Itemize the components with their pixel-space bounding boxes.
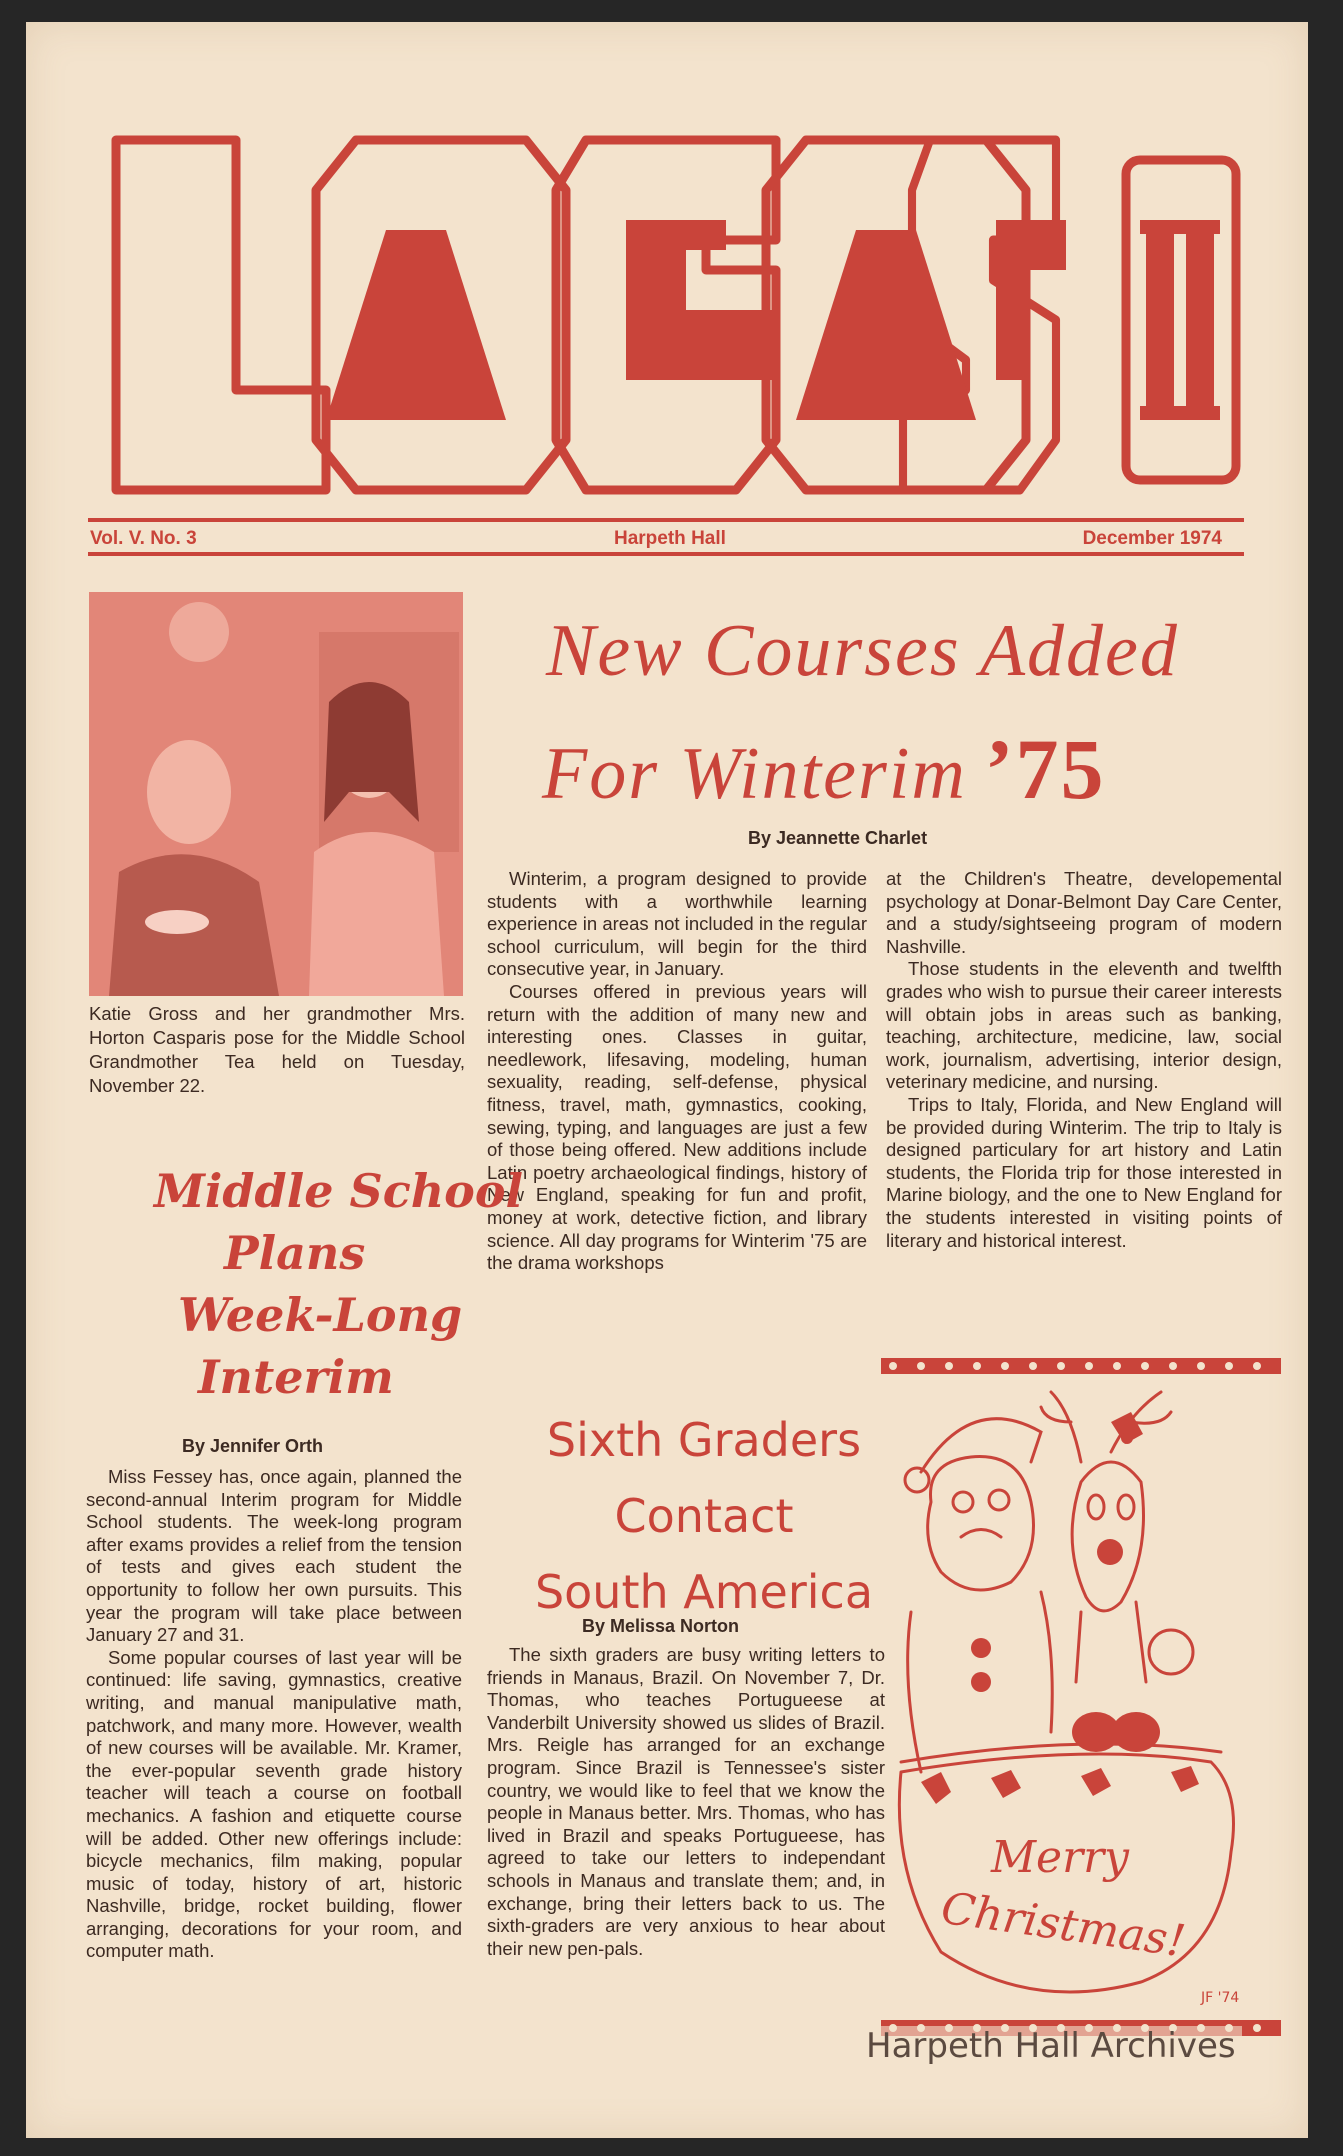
ms-para: Some popular courses of last year will be continued: life saving, gymnastics, creative writing, and manual manipulative math, patchwork, and many more. However, wealth of new courses will be available. Mr. Kramer, the ever-popular seventh grade history teacher will teach a course on football mechanics. A fashion and etiquette course will be added. Other new offerings include: bicycle mechanics, film making, popular music of today, history of art, historic Nashville, bridge, rocket building, flower arranging, decorations for your room, and computer math. <box>86 1646 462 1962</box>
artist-signature: JF '74 <box>1201 1990 1240 2006</box>
main-col2-para: Trips to Italy, Florida, and New England will be provided during Winterim. The trip to Italy is designed particulary for art history and Latin students, the Florida trip for those interested in Marine biology, and the one to New England for the students interested in visiting points of literary and historical interest. <box>886 1093 1282 1251</box>
headline-line-2 <box>542 710 1105 833</box>
school-name: Harpeth Hall <box>614 528 726 549</box>
middle-school-byline: By Jennifer Orth <box>182 1436 324 1456</box>
sixth-graders-byline: By Melissa Norton <box>582 1616 740 1636</box>
ms-headline-line: Week-Long <box>178 1288 463 1342</box>
middle-school-body <box>86 1466 462 1963</box>
dateline-bottom-rule <box>88 552 1244 556</box>
santa-reindeer-illustration <box>881 1352 1281 2052</box>
sg-headline-line: Contact <box>614 1489 794 1543</box>
main-col1-para: Winterim, a program designed to provide students with a worthwhile learning experience in areas not included in the regular school curriculum, will begin for the third consecutive year, in January. <box>487 868 867 980</box>
main-col2-para: at the Children's Theatre, developemental psychology at Donar-Belmont Day Care Center, and a study/sightseeing program of modern Nashville. <box>886 868 1282 957</box>
headline-line-1: New Courses Added <box>546 610 1179 692</box>
sg-headline-line: South America <box>534 1565 874 1619</box>
archive-watermark: Harpeth Hall Archives <box>860 2026 1242 2066</box>
headline-for-winterim: For Winterim <box>542 733 967 815</box>
issue-date: December 1974 <box>1082 528 1222 549</box>
headline-year: ’75 <box>984 721 1106 817</box>
dateline-top-rule <box>88 518 1244 522</box>
dateline <box>90 524 1240 554</box>
ms-headline-line: Middle School <box>154 1164 523 1218</box>
sixth-graders-body <box>487 1644 885 1960</box>
ms-headline-line: Interim <box>198 1350 394 1404</box>
photo-caption: Katie Gross and her grandmother Mrs. Horton Casparis pose for the Middle School Grandmother Tea held on Tuesday, November 22. <box>89 1003 465 1096</box>
sixth-graders-headline <box>504 1402 904 1630</box>
main-story-col-2 <box>886 868 1282 1252</box>
ms-headline-line: Plans <box>224 1226 366 1280</box>
christmas-greeting: Christmas! <box>938 1882 1189 1968</box>
sg-headline-line: Sixth Graders <box>546 1413 862 1467</box>
grandmother-tea-photo <box>89 592 463 996</box>
merry-greeting: Merry <box>991 1832 1130 1883</box>
main-col1-para: Courses offered in previous years will return with the addition of many new and interesting ones. Classes in guitar, needlework, lifesaving, modeling, human sexuality, reading, self-defense, physical fitness, travel, math, gymnastics, cooking, sewing, typing, and languages are just a few of those being offered. New additions include Latin poetry archaeological findings, history of New England, speaking for fun and profit, money at work, detective fiction, and library science. All day programs for Winterim '75 are the drama workshops <box>487 980 867 1274</box>
main-story-col-1 <box>487 868 867 1275</box>
main-story-byline: By Jeannette Charlet <box>748 828 928 848</box>
sg-para: The sixth graders are busy writing letters to friends in Manaus, Brazil. On November 7, Dr. Thomas, who teaches Portugueese at Vanderbilt University showed us slides of Brazil. Mrs. Reigle has arranged for an exchange program. Since Brazil is Tennessee's sister country, we would like to feel that we know the people in Manaus better. Mrs. Thomas, who has lived in Brazil and speaks Portugueese, has agreed to take our letters to independant schools in Manaus and translate them; and, in exchange, bring their letters back to us. The sixth-graders are very anxious to hear about their new pen-pals. <box>487 1644 885 1959</box>
ms-para: Miss Fessey has, once again, planned the second-annual Interim program for Middle School students. The week-long program after exams provides a relief from the tension of tests and gives each student the opportunity to follow her own pursuits. This year the program will take place between January 27 and 31. <box>86 1466 462 1646</box>
main-col2-para: Those students in the eleventh and twelfth grades who wish to pursue their career interests will obtain jobs in areas such as banking, teaching, architecture, medicine, law, social work, journalism, advertising, interior design, veterinary medicine, and nursing. <box>886 958 1282 1093</box>
newsletter-page <box>26 22 1308 2138</box>
volume-number: Vol. V. No. 3 <box>90 528 197 549</box>
logos-logo-art <box>86 120 1246 510</box>
masthead-logo <box>86 120 1246 510</box>
